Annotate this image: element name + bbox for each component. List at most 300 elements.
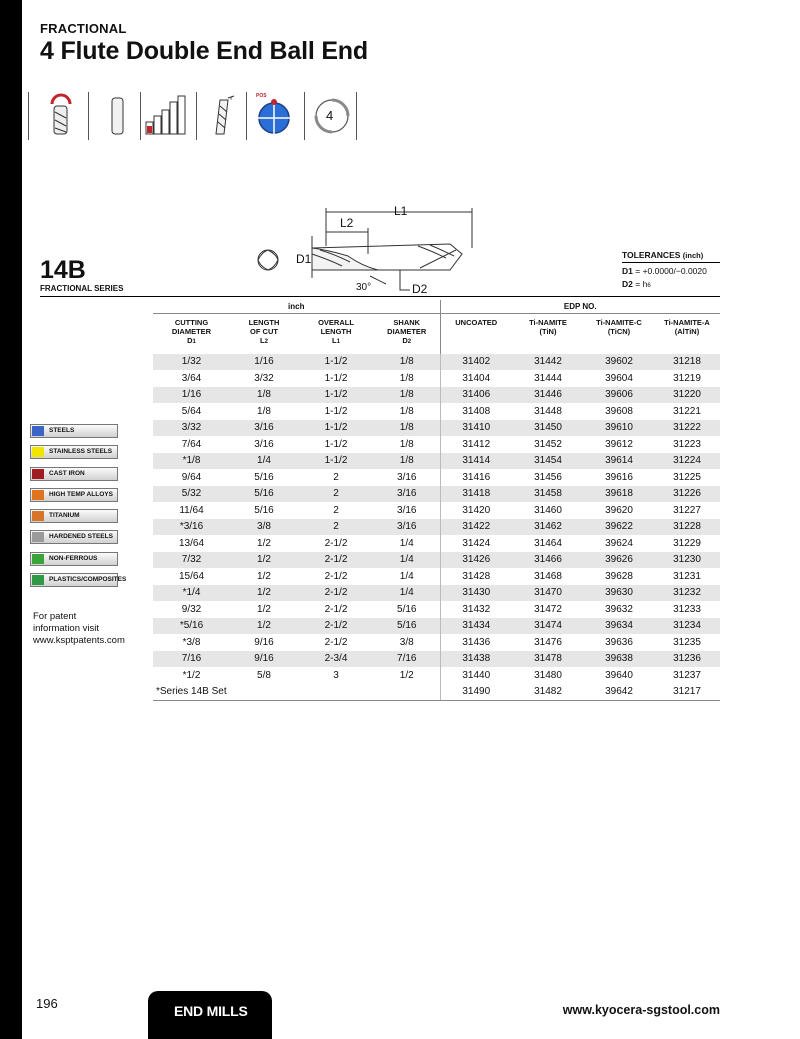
cell-shank-diameter: 5/16 [374, 618, 440, 635]
cell-overall-length: 1-1/2 [298, 420, 374, 437]
cell-edp-ti-namite-a: 31235 [654, 634, 720, 651]
cell-edp-uncoated: 31432 [440, 601, 512, 618]
cell-edp-ti-namite-c: 39640 [584, 667, 654, 684]
table-row [153, 354, 720, 371]
cell-cutting-diameter: 1/32 [153, 354, 230, 371]
series-name: FRACTIONAL SERIES [40, 284, 124, 293]
header-symbol: L [332, 336, 337, 345]
cell-shank-diameter: 1/8 [374, 403, 440, 420]
cell-shank-diameter: 3/16 [374, 519, 440, 536]
cell-edp-uncoated: 31418 [440, 486, 512, 503]
cell-shank-diameter: 1/4 [374, 535, 440, 552]
cell-shank-diameter: 5/16 [374, 601, 440, 618]
cell-edp-ti-namite: 31470 [512, 585, 584, 602]
cell-edp-ti-namite: 31480 [512, 667, 584, 684]
patent-line: information visit [33, 623, 99, 634]
header-line: Ti-NAMITE [529, 318, 567, 327]
set-row [153, 684, 720, 701]
material-swatch [32, 511, 44, 521]
cell-overall-length: 2 [298, 519, 374, 536]
cell-cutting-diameter: 7/32 [153, 552, 230, 569]
table-row [153, 486, 720, 503]
cell-edp-ti-namite-a: 31227 [654, 502, 720, 519]
col-overall-length [298, 314, 374, 354]
table-row [153, 667, 720, 684]
tolerance-pos-icon [252, 92, 292, 140]
header-line: (TiCN) [607, 327, 631, 336]
cell-edp-ti-namite-c: 39630 [584, 585, 654, 602]
cell-edp-ti-namite-a: 31231 [654, 568, 720, 585]
cell-overall-length: 1-1/2 [298, 453, 374, 470]
cell-cutting-diameter: 5/32 [153, 486, 230, 503]
cell-edp-ti-namite-c: 39628 [584, 568, 654, 585]
cell-shank-diameter: 3/16 [374, 502, 440, 519]
cell-overall-length: 2-1/2 [298, 601, 374, 618]
cell-edp-ti-namite: 31472 [512, 601, 584, 618]
header-line: CUTTING [174, 318, 209, 327]
header-line: OVERALL [318, 318, 354, 327]
header-symbol-sub: 1 [336, 339, 340, 345]
cell-cutting-diameter: 1/16 [153, 387, 230, 404]
material-stainless-steels [30, 445, 118, 459]
cell-overall-length: 2 [298, 486, 374, 503]
header-symbol-sub: 1 [192, 339, 196, 345]
cell-overall-length: 1-1/2 [298, 370, 374, 387]
cell-edp-uncoated: 31438 [440, 651, 512, 668]
cell-overall-length: 2-3/4 [298, 651, 374, 668]
flute-count-icon [310, 92, 350, 140]
cell-edp-ti-namite: 31474 [512, 618, 584, 635]
cell-edp-ti-namite-c: 39604 [584, 370, 654, 387]
pos-label: POS [256, 93, 267, 99]
cell-edp-uncoated: 31436 [440, 634, 512, 651]
patent-line: For patent [33, 611, 77, 622]
cell-length-of-cut: 9/16 [230, 651, 298, 668]
cell-shank-diameter: 7/16 [374, 651, 440, 668]
cell-edp-ti-namite-a: 31217 [654, 684, 720, 701]
tolerances-title-text: TOLERANCES [622, 250, 681, 260]
cell-edp-ti-namite: 31454 [512, 453, 584, 470]
double-end-shank-icon [98, 92, 138, 140]
length-series-icon [144, 92, 184, 140]
cell-edp-ti-namite-a: 31234 [654, 618, 720, 635]
cell-length-of-cut: 1/8 [230, 403, 298, 420]
cell-edp-ti-namite-a: 31220 [654, 387, 720, 404]
cell-length-of-cut: 1/2 [230, 535, 298, 552]
cell-edp-ti-namite-a: 31224 [654, 453, 720, 470]
table-row [153, 585, 720, 602]
cell-edp-ti-namite: 31464 [512, 535, 584, 552]
cell-cutting-diameter: 7/64 [153, 436, 230, 453]
cell-edp-ti-namite: 31478 [512, 651, 584, 668]
icon-separator [304, 92, 305, 140]
cell-edp-ti-namite-a: 31221 [654, 403, 720, 420]
cell-cutting-diameter: 3/32 [153, 420, 230, 437]
header-symbol-sub: 2 [407, 339, 412, 345]
header-line: UNCOATED [455, 318, 498, 327]
header-line: (AlTiN) [674, 327, 700, 336]
cell-edp-ti-namite-a: 31225 [654, 469, 720, 486]
header-line: (TiN) [539, 327, 557, 336]
cell-shank-diameter: 3/16 [374, 469, 440, 486]
cell-overall-length: 2-1/2 [298, 634, 374, 651]
cell-length-of-cut: 1/2 [230, 618, 298, 635]
material-high-temp-alloys [30, 488, 118, 502]
cell-overall-length: 1-1/2 [298, 387, 374, 404]
cell-edp-ti-namite: 31468 [512, 568, 584, 585]
cell-overall-length: 2-1/2 [298, 618, 374, 635]
category-label: FRACTIONAL [40, 21, 127, 36]
cell-edp-ti-namite-c: 39608 [584, 403, 654, 420]
col-cutting-diameter [153, 314, 230, 354]
cell-cutting-diameter: *3/8 [153, 634, 230, 651]
cell-edp-ti-namite-c: 39622 [584, 519, 654, 536]
table-row [153, 453, 720, 470]
header-line [230, 336, 298, 347]
cell-edp-ti-namite: 31458 [512, 486, 584, 503]
edp-group-header: EDP NO. [440, 300, 720, 314]
cell-length-of-cut: 1/4 [230, 453, 298, 470]
section-tab [148, 991, 272, 1039]
cell-cutting-diameter: 7/16 [153, 651, 230, 668]
ball-end-geometry-icon [40, 92, 80, 140]
cell-overall-length: 1-1/2 [298, 354, 374, 371]
cell-length-of-cut: 1/2 [230, 585, 298, 602]
svg-text:°: ° [230, 98, 233, 104]
icon-separator [246, 92, 247, 140]
tolerance-d1 [622, 266, 720, 276]
materials-legend [30, 424, 127, 594]
cell-length-of-cut: 1/16 [230, 354, 298, 371]
set-row-label: *Series 14B Set [153, 684, 440, 701]
cell-edp-ti-namite: 31466 [512, 552, 584, 569]
page-title: 4 Flute Double End Ball End [40, 37, 368, 65]
cell-edp-ti-namite-a: 31222 [654, 420, 720, 437]
cell-edp-ti-namite-a: 31218 [654, 354, 720, 371]
cell-edp-uncoated: 31420 [440, 502, 512, 519]
icon-separator [196, 92, 197, 140]
material-swatch [32, 469, 44, 479]
material-swatch [32, 575, 44, 585]
cell-length-of-cut: 1/8 [230, 387, 298, 404]
col-ti-namite-a [654, 314, 720, 354]
section-tab-label: END MILLS [174, 1003, 248, 1019]
table-row [153, 634, 720, 651]
cell-edp-ti-namite: 31446 [512, 387, 584, 404]
cell-shank-diameter: 1/8 [374, 387, 440, 404]
end-view-icon [258, 250, 278, 270]
material-hardened-steels [30, 530, 118, 544]
table-row [153, 403, 720, 420]
table-row [153, 436, 720, 453]
cell-edp-ti-namite: 31476 [512, 634, 584, 651]
material-label: CAST IRON [49, 469, 85, 477]
col-length-of-cut [230, 314, 298, 354]
cell-length-of-cut: 5/16 [230, 486, 298, 503]
cell-shank-diameter: 1/8 [374, 370, 440, 387]
tolerances-unit: (inch) [682, 251, 704, 260]
cell-overall-length: 2-1/2 [298, 568, 374, 585]
cell-edp-ti-namite-a: 31228 [654, 519, 720, 536]
website-link[interactable]: www.kyocera-sgstool.com [562, 1003, 720, 1017]
col-uncoated [440, 314, 512, 354]
cell-cutting-diameter: 13/64 [153, 535, 230, 552]
cell-edp-ti-namite: 31462 [512, 519, 584, 536]
helix-angle-label: 30° [356, 282, 372, 293]
cell-edp-ti-namite-a: 31223 [654, 436, 720, 453]
cell-cutting-diameter: 3/64 [153, 370, 230, 387]
cell-edp-uncoated: 31440 [440, 667, 512, 684]
d2-label: D2 [412, 282, 428, 296]
header-line: OF CUT [250, 327, 278, 336]
icon-separator [28, 92, 29, 140]
table-row [153, 618, 720, 635]
material-label: PLASTICS/COMPOSITES [49, 576, 127, 584]
material-non-ferrous [30, 552, 118, 566]
helix-30-icon [204, 92, 244, 140]
l2-label: L2 [340, 216, 354, 230]
material-label: NON-FERROUS [49, 554, 98, 562]
cell-edp-uncoated: 31412 [440, 436, 512, 453]
icon-separator [356, 92, 357, 140]
cell-edp-ti-namite: 31444 [512, 370, 584, 387]
header-line: SHANK [393, 318, 421, 327]
cell-length-of-cut: 9/16 [230, 634, 298, 651]
cell-edp-ti-namite-a: 31230 [654, 552, 720, 569]
cell-edp-ti-namite-a: 31236 [654, 651, 720, 668]
header-line: LENGTH [248, 318, 280, 327]
material-steels [30, 424, 118, 438]
cell-edp-ti-namite-c: 39642 [584, 684, 654, 701]
material-swatch [32, 426, 44, 436]
material-swatch [32, 490, 44, 500]
cell-edp-uncoated: 31414 [440, 453, 512, 470]
cell-edp-uncoated: 31402 [440, 354, 512, 371]
table-row [153, 651, 720, 668]
cell-shank-diameter: 1/8 [374, 354, 440, 371]
icon-separator [140, 92, 141, 140]
table-row [153, 469, 720, 486]
cell-edp-ti-namite-c: 39624 [584, 535, 654, 552]
tolerance-d1-value: = +0.0000/−0.0020 [635, 266, 707, 276]
col-ti-namite [512, 314, 584, 354]
cell-edp-uncoated: 31416 [440, 469, 512, 486]
cell-edp-ti-namite-c: 39636 [584, 634, 654, 651]
cell-cutting-diameter: *5/16 [153, 618, 230, 635]
cell-cutting-diameter: 9/32 [153, 601, 230, 618]
material-label: HARDENED STEELS [49, 533, 113, 541]
tolerance-d2-value: = h [635, 279, 648, 289]
cell-edp-ti-namite-c: 39618 [584, 486, 654, 503]
table-row [153, 502, 720, 519]
spec-table [153, 300, 720, 701]
cell-length-of-cut: 1/2 [230, 552, 298, 569]
cell-shank-diameter: 1/8 [374, 420, 440, 437]
cell-shank-diameter: 3/8 [374, 634, 440, 651]
spec-table-body [153, 354, 720, 701]
cell-cutting-diameter: 9/64 [153, 469, 230, 486]
cell-shank-diameter: 1/8 [374, 453, 440, 470]
cell-edp-ti-namite-c: 39610 [584, 420, 654, 437]
tool-diagram [250, 198, 490, 298]
header-line [374, 336, 440, 347]
cell-overall-length: 2 [298, 469, 374, 486]
col-ti-namite-c [584, 314, 654, 354]
flute-count-number: 4 [326, 108, 334, 123]
table-row [153, 601, 720, 618]
series-code: 14B [40, 256, 86, 284]
series-divider [40, 296, 720, 297]
cell-edp-ti-namite-c: 39616 [584, 469, 654, 486]
header-symbol-sub: 2 [264, 339, 268, 345]
header-line: DIAMETER [387, 327, 427, 336]
material-label: STAINLESS STEELS [49, 448, 113, 456]
cell-overall-length: 3 [298, 667, 374, 684]
tolerance-d2 [622, 279, 720, 289]
cell-shank-diameter: 1/2 [374, 667, 440, 684]
table-row [153, 552, 720, 569]
tolerance-d2-label: D [622, 279, 629, 289]
header-symbol: L [260, 336, 265, 345]
material-label: TITANIUM [49, 512, 80, 520]
cell-edp-ti-namite-c: 39632 [584, 601, 654, 618]
material-swatch [32, 554, 44, 564]
table-row [153, 568, 720, 585]
cell-overall-length: 1-1/2 [298, 436, 374, 453]
cell-edp-uncoated: 31428 [440, 568, 512, 585]
cell-edp-ti-namite: 31460 [512, 502, 584, 519]
cell-edp-uncoated: 31426 [440, 552, 512, 569]
cell-edp-ti-namite: 31448 [512, 403, 584, 420]
tolerance-d2-sub: 2 [628, 279, 633, 289]
cell-edp-uncoated: 31410 [440, 420, 512, 437]
cell-cutting-diameter: 15/64 [153, 568, 230, 585]
cell-cutting-diameter: 5/64 [153, 403, 230, 420]
header-line: Ti-NAMITE-C [596, 318, 642, 327]
tolerance-d1-label: D [622, 266, 629, 276]
material-label: STEELS [49, 427, 75, 434]
cell-cutting-diameter: *1/2 [153, 667, 230, 684]
material-label: HIGH TEMP ALLOYS [49, 490, 113, 498]
cell-edp-ti-namite-c: 39620 [584, 502, 654, 519]
cell-edp-uncoated: 31434 [440, 618, 512, 635]
cell-edp-ti-namite-a: 31226 [654, 486, 720, 503]
left-black-bar [0, 0, 22, 1039]
cell-edp-uncoated: 31408 [440, 403, 512, 420]
cell-length-of-cut: 1/2 [230, 601, 298, 618]
icon-separator [88, 92, 89, 140]
material-swatch [32, 447, 44, 457]
cell-edp-uncoated: 31430 [440, 585, 512, 602]
cell-length-of-cut: 1/2 [230, 568, 298, 585]
patent-note [33, 611, 143, 647]
l1-label: L1 [394, 204, 408, 218]
cell-shank-diameter: 1/4 [374, 552, 440, 569]
header-symbol: D [187, 336, 193, 345]
cell-length-of-cut: 5/16 [230, 469, 298, 486]
header-line: DIAMETER [171, 327, 212, 336]
cell-length-of-cut: 3/32 [230, 370, 298, 387]
d1-label: D1 [296, 252, 312, 266]
cell-edp-ti-namite: 31482 [512, 684, 584, 701]
cell-length-of-cut: 5/8 [230, 667, 298, 684]
cell-edp-ti-namite-a: 31237 [654, 667, 720, 684]
cell-edp-ti-namite: 31452 [512, 436, 584, 453]
header-line: LENGTH [320, 327, 352, 336]
col-shank-diameter [374, 314, 440, 354]
material-plastics-composites [30, 573, 127, 587]
page-number: 196 [36, 996, 58, 1011]
cell-edp-uncoated: 31422 [440, 519, 512, 536]
cell-edp-ti-namite: 31456 [512, 469, 584, 486]
cell-cutting-diameter: *1/8 [153, 453, 230, 470]
cell-overall-length: 2-1/2 [298, 552, 374, 569]
cell-edp-ti-namite-c: 39614 [584, 453, 654, 470]
cell-edp-ti-namite-a: 31233 [654, 601, 720, 618]
material-titanium [30, 509, 118, 523]
cell-shank-diameter: 1/8 [374, 436, 440, 453]
cell-overall-length: 2 [298, 502, 374, 519]
cell-edp-ti-namite-c: 39606 [584, 387, 654, 404]
table-group-header [153, 300, 720, 314]
cell-cutting-diameter: 11/64 [153, 502, 230, 519]
cell-overall-length: 2-1/2 [298, 535, 374, 552]
cell-length-of-cut: 3/8 [230, 519, 298, 536]
cell-shank-diameter: 1/4 [374, 568, 440, 585]
cell-edp-uncoated: 31404 [440, 370, 512, 387]
cell-edp-ti-namite-a: 31219 [654, 370, 720, 387]
table-column-header [153, 314, 720, 354]
table-row [153, 519, 720, 536]
cell-edp-ti-namite-c: 39638 [584, 651, 654, 668]
cell-shank-diameter: 3/16 [374, 486, 440, 503]
cell-edp-uncoated: 31406 [440, 387, 512, 404]
cell-edp-ti-namite-c: 39602 [584, 354, 654, 371]
cell-edp-ti-namite-c: 39626 [584, 552, 654, 569]
header-line [298, 336, 374, 347]
cell-edp-ti-namite-c: 39634 [584, 618, 654, 635]
cell-overall-length: 1-1/2 [298, 403, 374, 420]
cell-length-of-cut: 3/16 [230, 420, 298, 437]
cell-edp-ti-namite-a: 31229 [654, 535, 720, 552]
cell-edp-uncoated: 31424 [440, 535, 512, 552]
cell-edp-uncoated: 31490 [440, 684, 512, 701]
table-row [153, 387, 720, 404]
cell-shank-diameter: 1/4 [374, 585, 440, 602]
header-symbol: D [402, 336, 408, 345]
header-line [153, 336, 230, 347]
cell-edp-ti-namite-c: 39612 [584, 436, 654, 453]
cell-length-of-cut: 3/16 [230, 436, 298, 453]
cell-edp-ti-namite: 31442 [512, 354, 584, 371]
material-swatch [32, 532, 44, 542]
tolerance-d1-sub: 1 [628, 266, 633, 276]
cell-cutting-diameter: *3/16 [153, 519, 230, 536]
tolerance-d2-value-sub: 6 [647, 283, 651, 289]
material-cast-iron [30, 467, 118, 481]
cell-cutting-diameter: *1/4 [153, 585, 230, 602]
unit-group-header: inch [153, 300, 440, 314]
tolerances-title [622, 250, 720, 263]
cell-edp-ti-namite-a: 31232 [654, 585, 720, 602]
tolerances-box [622, 250, 720, 289]
table-row [153, 370, 720, 387]
table-row [153, 535, 720, 552]
patent-link[interactable]: www.ksptpatents.com [33, 635, 125, 646]
header-line: Ti-NAMITE-A [664, 318, 710, 327]
cell-edp-ti-namite: 31450 [512, 420, 584, 437]
cell-length-of-cut: 5/16 [230, 502, 298, 519]
